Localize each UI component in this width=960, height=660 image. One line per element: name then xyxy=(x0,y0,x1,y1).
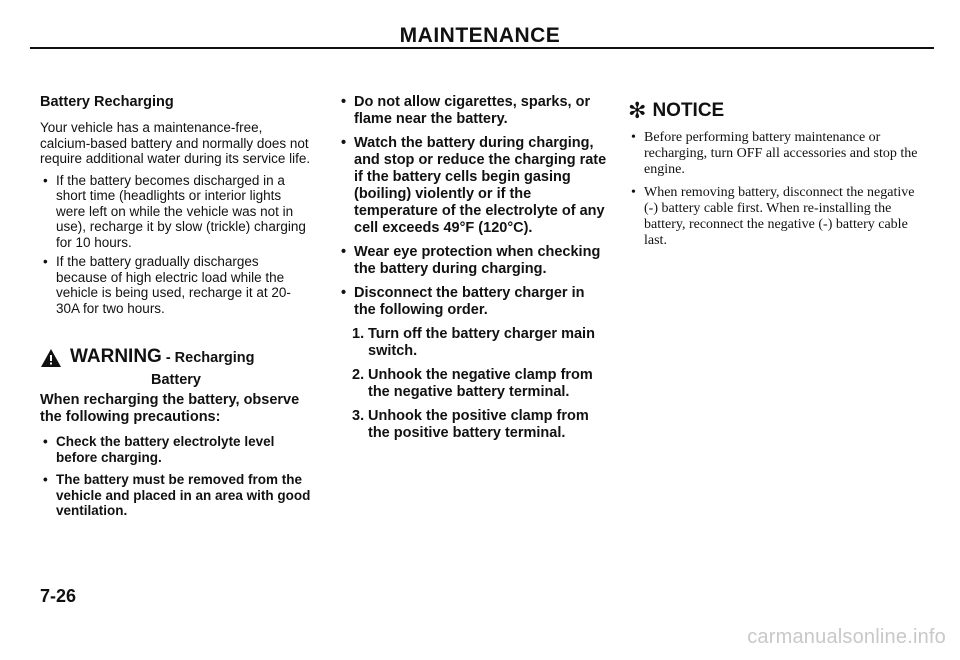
bullet-icon: • xyxy=(631,185,636,200)
bullet-icon: • xyxy=(43,472,48,487)
page-header-title: MAINTENANCE xyxy=(399,24,561,47)
step-item xyxy=(338,367,610,401)
list-item xyxy=(40,173,312,251)
page-number: 7-26 xyxy=(40,586,77,606)
warning-word: WARNING xyxy=(70,346,162,367)
bullet-icon: • xyxy=(43,254,48,269)
bullet-text: If the battery becomes discharged in a short time (headlights or interior lights were left on while the vehicle was not in use), recharge it by slow (trickle) charging for 10 hours. xyxy=(56,172,306,250)
list-item xyxy=(40,472,312,519)
watermark: carmanualsonline.info xyxy=(747,626,946,648)
step-item xyxy=(338,326,610,360)
bullet-text: When removing battery, disconnect the negative (-) battery cable first. When re-installing the battery, reconnect the negative (-) battery cable last. xyxy=(644,185,915,248)
bullet-text: If the battery gradually discharges because of high electric load while the vehicle is being used, recharge it at 20-30A for two hours. xyxy=(56,254,291,316)
bullet-text: Before performing battery maintenance or recharging, turn OFF all accessories and stop the engine. xyxy=(644,130,918,177)
bullet-text: Do not allow cigarettes, sparks, or flame near the battery. xyxy=(354,94,591,127)
warning-lead: When recharging the battery, observe the following precautions: xyxy=(40,392,300,425)
left-column xyxy=(40,94,312,526)
bullet-icon: • xyxy=(43,172,48,188)
bullet-icon: • xyxy=(341,244,347,260)
step-item xyxy=(338,408,610,442)
list-item xyxy=(628,130,918,178)
precaution-bullets xyxy=(338,94,610,319)
list-item xyxy=(338,94,610,128)
bullet-text: Disconnect the battery charger in the following order. xyxy=(354,285,585,318)
step-text: Unhook the negative clamp from the negative battery terminal. xyxy=(368,367,593,400)
list-item xyxy=(338,244,610,278)
middle-column xyxy=(338,94,610,449)
bullet-text: Watch the battery during charging, and stop or reduce the charging rate if the battery cells begin gasing (boiling) violently or if the temperature of the electrolyte of any cell exceeds 49°F (120°C). xyxy=(354,135,607,236)
notice-heading xyxy=(628,100,918,122)
notice-bullets xyxy=(628,130,918,249)
warning-heading xyxy=(40,346,312,368)
bullet-icon: • xyxy=(341,285,347,301)
list-item xyxy=(338,135,610,237)
bullet-icon: • xyxy=(631,130,636,145)
list-item xyxy=(40,254,312,316)
list-item xyxy=(40,434,312,465)
warning-subtitle-line2: Battery xyxy=(151,372,201,388)
warning-block xyxy=(40,346,312,519)
bullet-text: Wear eye protection when checking the battery during charging. xyxy=(354,244,601,277)
header-rule xyxy=(30,47,934,49)
step-number: 2. xyxy=(352,367,365,383)
bullet-text: Check the battery electrolyte level before charging. xyxy=(56,434,275,465)
step-number: 1. xyxy=(352,326,365,342)
step-text: Unhook the positive clamp from the positive battery terminal. xyxy=(368,408,589,441)
step-number: 3. xyxy=(352,408,365,424)
recharge-bullets xyxy=(40,173,312,317)
bullet-text: The battery must be removed from the vehicle and placed in an area with good ventilation. xyxy=(56,472,311,518)
step-text: Turn off the battery charger main switch. xyxy=(368,326,595,359)
warning-bullets xyxy=(40,434,312,519)
intro-paragraph: Your vehicle has a maintenance-free, calcium-based battery and normally does not require additional water during its service life. xyxy=(40,120,311,166)
disconnect-steps xyxy=(338,326,610,442)
section-heading: Battery Recharging xyxy=(40,94,174,110)
list-item xyxy=(628,185,918,249)
bullet-icon: • xyxy=(43,434,48,449)
notice-word: NOTICE xyxy=(652,100,725,121)
warning-triangle-icon xyxy=(40,348,62,368)
right-column xyxy=(628,100,918,256)
bullet-icon: • xyxy=(341,135,347,151)
bullet-icon: • xyxy=(341,94,347,110)
asterisk-icon: ✻ xyxy=(628,98,647,123)
list-item xyxy=(338,285,610,319)
warning-subtitle: - Recharging xyxy=(165,350,255,366)
